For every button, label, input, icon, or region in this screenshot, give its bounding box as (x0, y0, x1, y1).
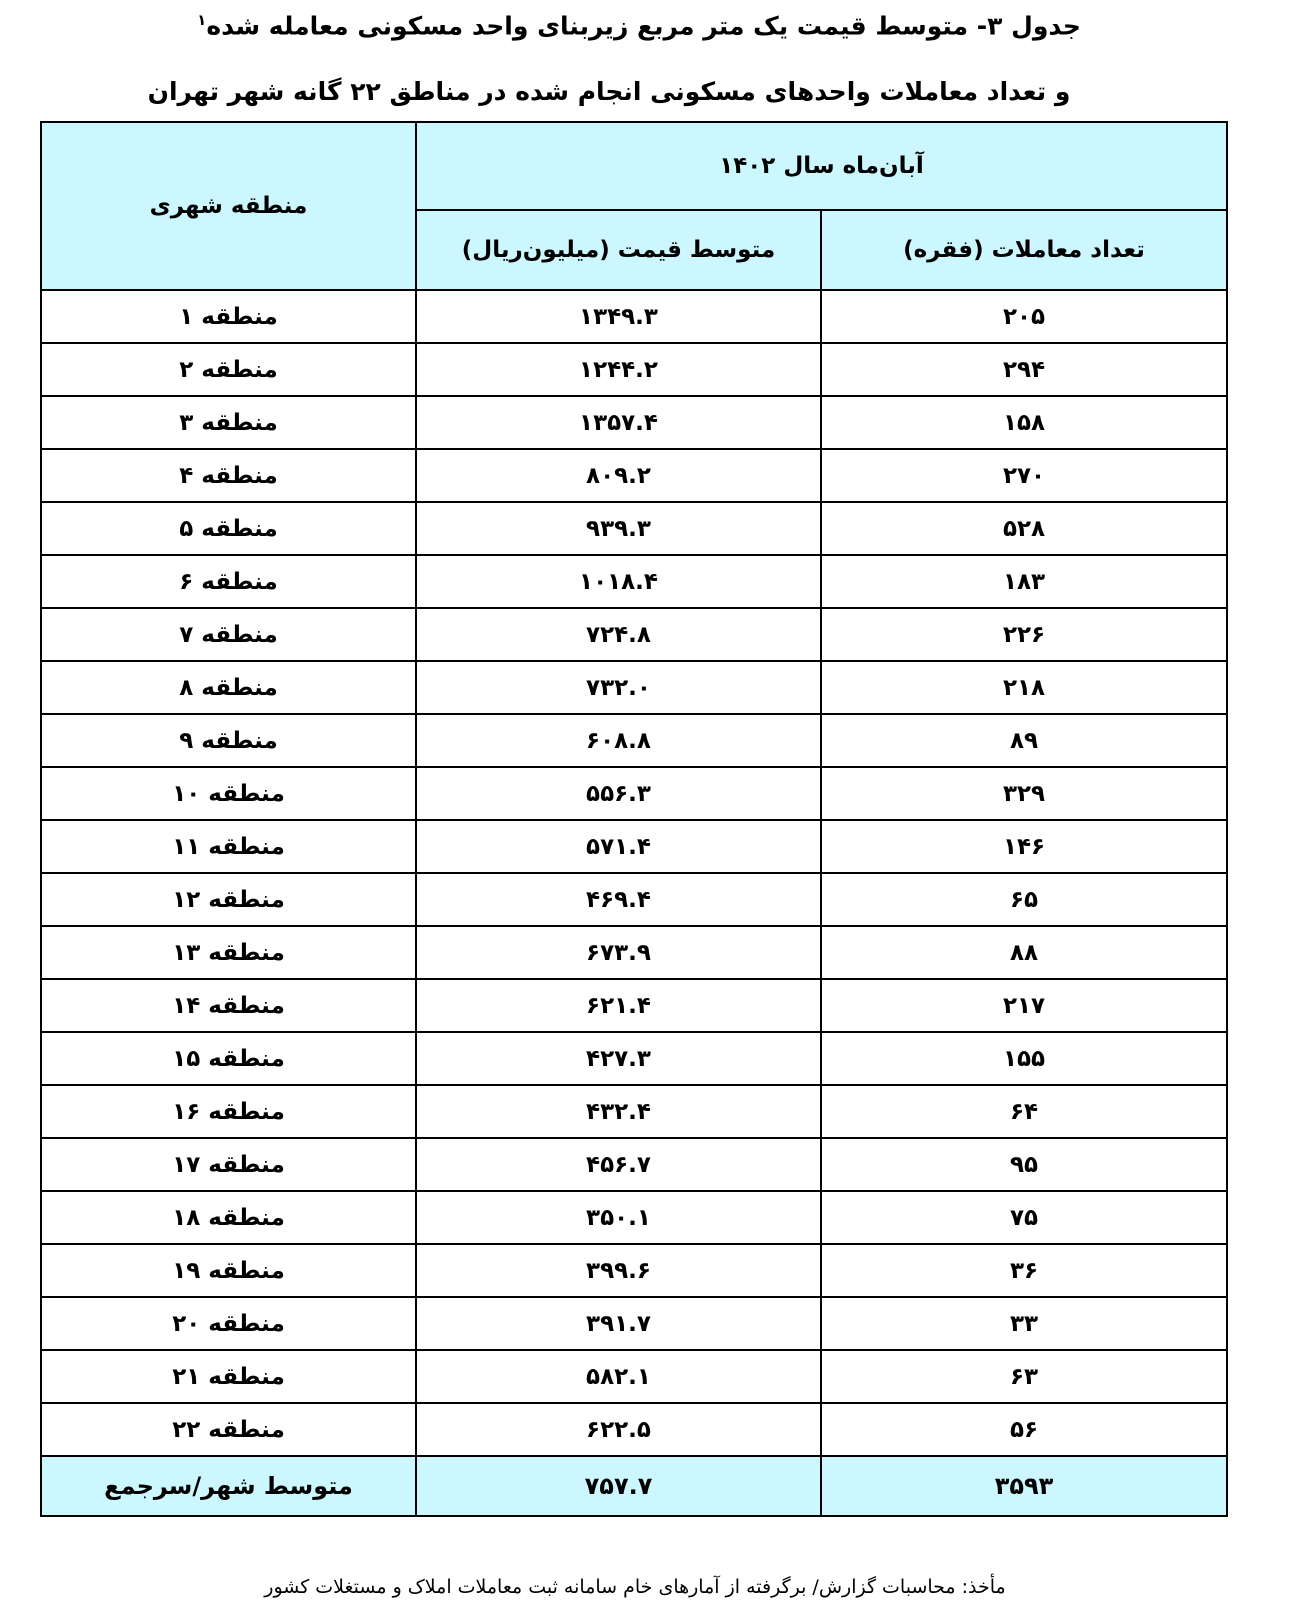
cell-region-name: منطقه ۱۲ (41, 873, 416, 926)
cell-average-price: ۵۸۲.۱ (416, 1350, 821, 1403)
table-row (41, 290, 1227, 343)
cell-region-name: منطقه ۱۴ (41, 979, 416, 1032)
table-row (41, 449, 1227, 502)
cell-region-name: منطقه ۸ (41, 661, 416, 714)
cell-region-name: منطقه ۱۳ (41, 926, 416, 979)
cell-average-price: ۵۷۱.۴ (416, 820, 821, 873)
cell-transaction-count: ۲۲۶ (821, 608, 1227, 661)
cell-average-price: ۶۲۲.۵ (416, 1403, 821, 1456)
cell-average-price: ۷۳۲.۰ (416, 661, 821, 714)
cell-average-price: ۸۰۹.۲ (416, 449, 821, 502)
cell-average-price: ۶۲۱.۴ (416, 979, 821, 1032)
cell-transaction-count: ۶۵ (821, 873, 1227, 926)
cell-average-price: ۴۲۷.۳ (416, 1032, 821, 1085)
cell-average-price: ۳۹۱.۷ (416, 1297, 821, 1350)
total-row-label: متوسط شهر/سرجمع (41, 1456, 416, 1516)
table-row (41, 1244, 1227, 1297)
cell-region-name: منطقه ۲۰ (41, 1297, 416, 1350)
cell-region-name: منطقه ۱۶ (41, 1085, 416, 1138)
cell-region-name: منطقه ۱۸ (41, 1191, 416, 1244)
cell-transaction-count: ۳۲۹ (821, 767, 1227, 820)
cell-average-price: ۵۵۶.۳ (416, 767, 821, 820)
cell-region-name: منطقه ۶ (41, 555, 416, 608)
table-row (41, 502, 1227, 555)
table-row (41, 1085, 1227, 1138)
cell-average-price: ۹۳۹.۳ (416, 502, 821, 555)
cell-region-name: منطقه ۲۲ (41, 1403, 416, 1456)
cell-region-name: منطقه ۵ (41, 502, 416, 555)
cell-average-price: ۶۷۳.۹ (416, 926, 821, 979)
table-row (41, 1032, 1227, 1085)
footnote-marker: ۱ (197, 11, 207, 29)
cell-average-price: ۳۵۰.۱ (416, 1191, 821, 1244)
table-row (41, 979, 1227, 1032)
cell-transaction-count: ۲۱۷ (821, 979, 1227, 1032)
cell-average-price: ۴۳۲.۴ (416, 1085, 821, 1138)
cell-average-price: ۷۲۴.۸ (416, 608, 821, 661)
cell-transaction-count: ۱۴۶ (821, 820, 1227, 873)
table-row (41, 1191, 1227, 1244)
total-transaction-count: ۳۵۹۳ (821, 1456, 1227, 1516)
column-header-region: منطقه شهری (41, 122, 416, 290)
table-container (42, 121, 1228, 1517)
column-header-average-price: متوسط قیمت (میلیون‌ریال) (416, 210, 821, 290)
cell-transaction-count: ۶۳ (821, 1350, 1227, 1403)
cell-transaction-count: ۷۵ (821, 1191, 1227, 1244)
cell-average-price: ۶۰۸.۸ (416, 714, 821, 767)
cell-transaction-count: ۵۶ (821, 1403, 1227, 1456)
table-header (41, 122, 1227, 290)
table-row (41, 873, 1227, 926)
table-row (41, 1138, 1227, 1191)
table-body (41, 290, 1227, 1516)
cell-transaction-count: ۱۵۵ (821, 1032, 1227, 1085)
page-title-line-1 (0, 0, 1308, 40)
table-row (41, 343, 1227, 396)
cell-region-name: منطقه ۳ (41, 396, 416, 449)
cell-transaction-count: ۲۱۸ (821, 661, 1227, 714)
cell-transaction-count: ۸۹ (821, 714, 1227, 767)
table-row (41, 608, 1227, 661)
cell-transaction-count: ۳۶ (821, 1244, 1227, 1297)
cell-region-name: منطقه ۱۱ (41, 820, 416, 873)
housing-price-table (40, 121, 1228, 1517)
cell-region-name: منطقه ۱۵ (41, 1032, 416, 1085)
table-row (41, 661, 1227, 714)
cell-average-price: ۱۲۴۴.۲ (416, 343, 821, 396)
table-total-row (41, 1456, 1227, 1516)
cell-region-name: منطقه ۲۱ (41, 1350, 416, 1403)
table-row (41, 926, 1227, 979)
cell-average-price: ۱۳۴۹.۳ (416, 290, 821, 343)
cell-average-price: ۳۹۹.۶ (416, 1244, 821, 1297)
cell-transaction-count: ۲۰۵ (821, 290, 1227, 343)
total-average-price: ۷۵۷.۷ (416, 1456, 821, 1516)
cell-region-name: منطقه ۹ (41, 714, 416, 767)
cell-average-price: ۱۳۵۷.۴ (416, 396, 821, 449)
table-row (41, 1403, 1227, 1456)
cell-region-name: منطقه ۱۹ (41, 1244, 416, 1297)
cell-transaction-count: ۱۵۸ (821, 396, 1227, 449)
page-title-text: جدول ۳- متوسط قیمت یک متر مربع زیربنای واحد مسکونی معامله شده (206, 11, 1081, 41)
cell-transaction-count: ۳۳ (821, 1297, 1227, 1350)
table-row (41, 767, 1227, 820)
cell-transaction-count: ۲۹۴ (821, 343, 1227, 396)
cell-transaction-count: ۵۲۸ (821, 502, 1227, 555)
cell-transaction-count: ۱۸۳ (821, 555, 1227, 608)
cell-average-price: ۴۵۶.۷ (416, 1138, 821, 1191)
cell-transaction-count: ۲۷۰ (821, 449, 1227, 502)
table-row (41, 820, 1227, 873)
cell-transaction-count: ۶۴ (821, 1085, 1227, 1138)
column-header-period: آبان‌ماه سال ۱۴۰۲ (416, 122, 1227, 210)
cell-transaction-count: ۸۸ (821, 926, 1227, 979)
table-row (41, 396, 1227, 449)
title-block (0, 0, 1308, 105)
table-header-row-1 (41, 122, 1227, 210)
column-header-transaction-count: تعداد معاملات (فقره) (821, 210, 1227, 290)
cell-transaction-count: ۹۵ (821, 1138, 1227, 1191)
page-title-line-2: و تعداد معاملات واحدهای مسکونی انجام شده در مناطق ۲۲ گانه شهر تهران (147, 76, 1071, 106)
cell-region-name: منطقه ۲ (41, 343, 416, 396)
table-row (41, 1297, 1227, 1350)
cell-region-name: منطقه ۴ (41, 449, 416, 502)
table-row (41, 714, 1227, 767)
cell-average-price: ۱۰۱۸.۴ (416, 555, 821, 608)
cell-average-price: ۴۶۹.۴ (416, 873, 821, 926)
cell-region-name: منطقه ۷ (41, 608, 416, 661)
table-row (41, 555, 1227, 608)
source-note: مأخذ: محاسبات گزارش/ برگرفته از آمارهای خام سامانه ثبت معاملات املاک و مستغلات کشور (264, 1576, 1006, 1598)
cell-region-name: منطقه ۱۷ (41, 1138, 416, 1191)
cell-region-name: منطقه ۱ (41, 290, 416, 343)
table-row (41, 1350, 1227, 1403)
cell-region-name: منطقه ۱۰ (41, 767, 416, 820)
